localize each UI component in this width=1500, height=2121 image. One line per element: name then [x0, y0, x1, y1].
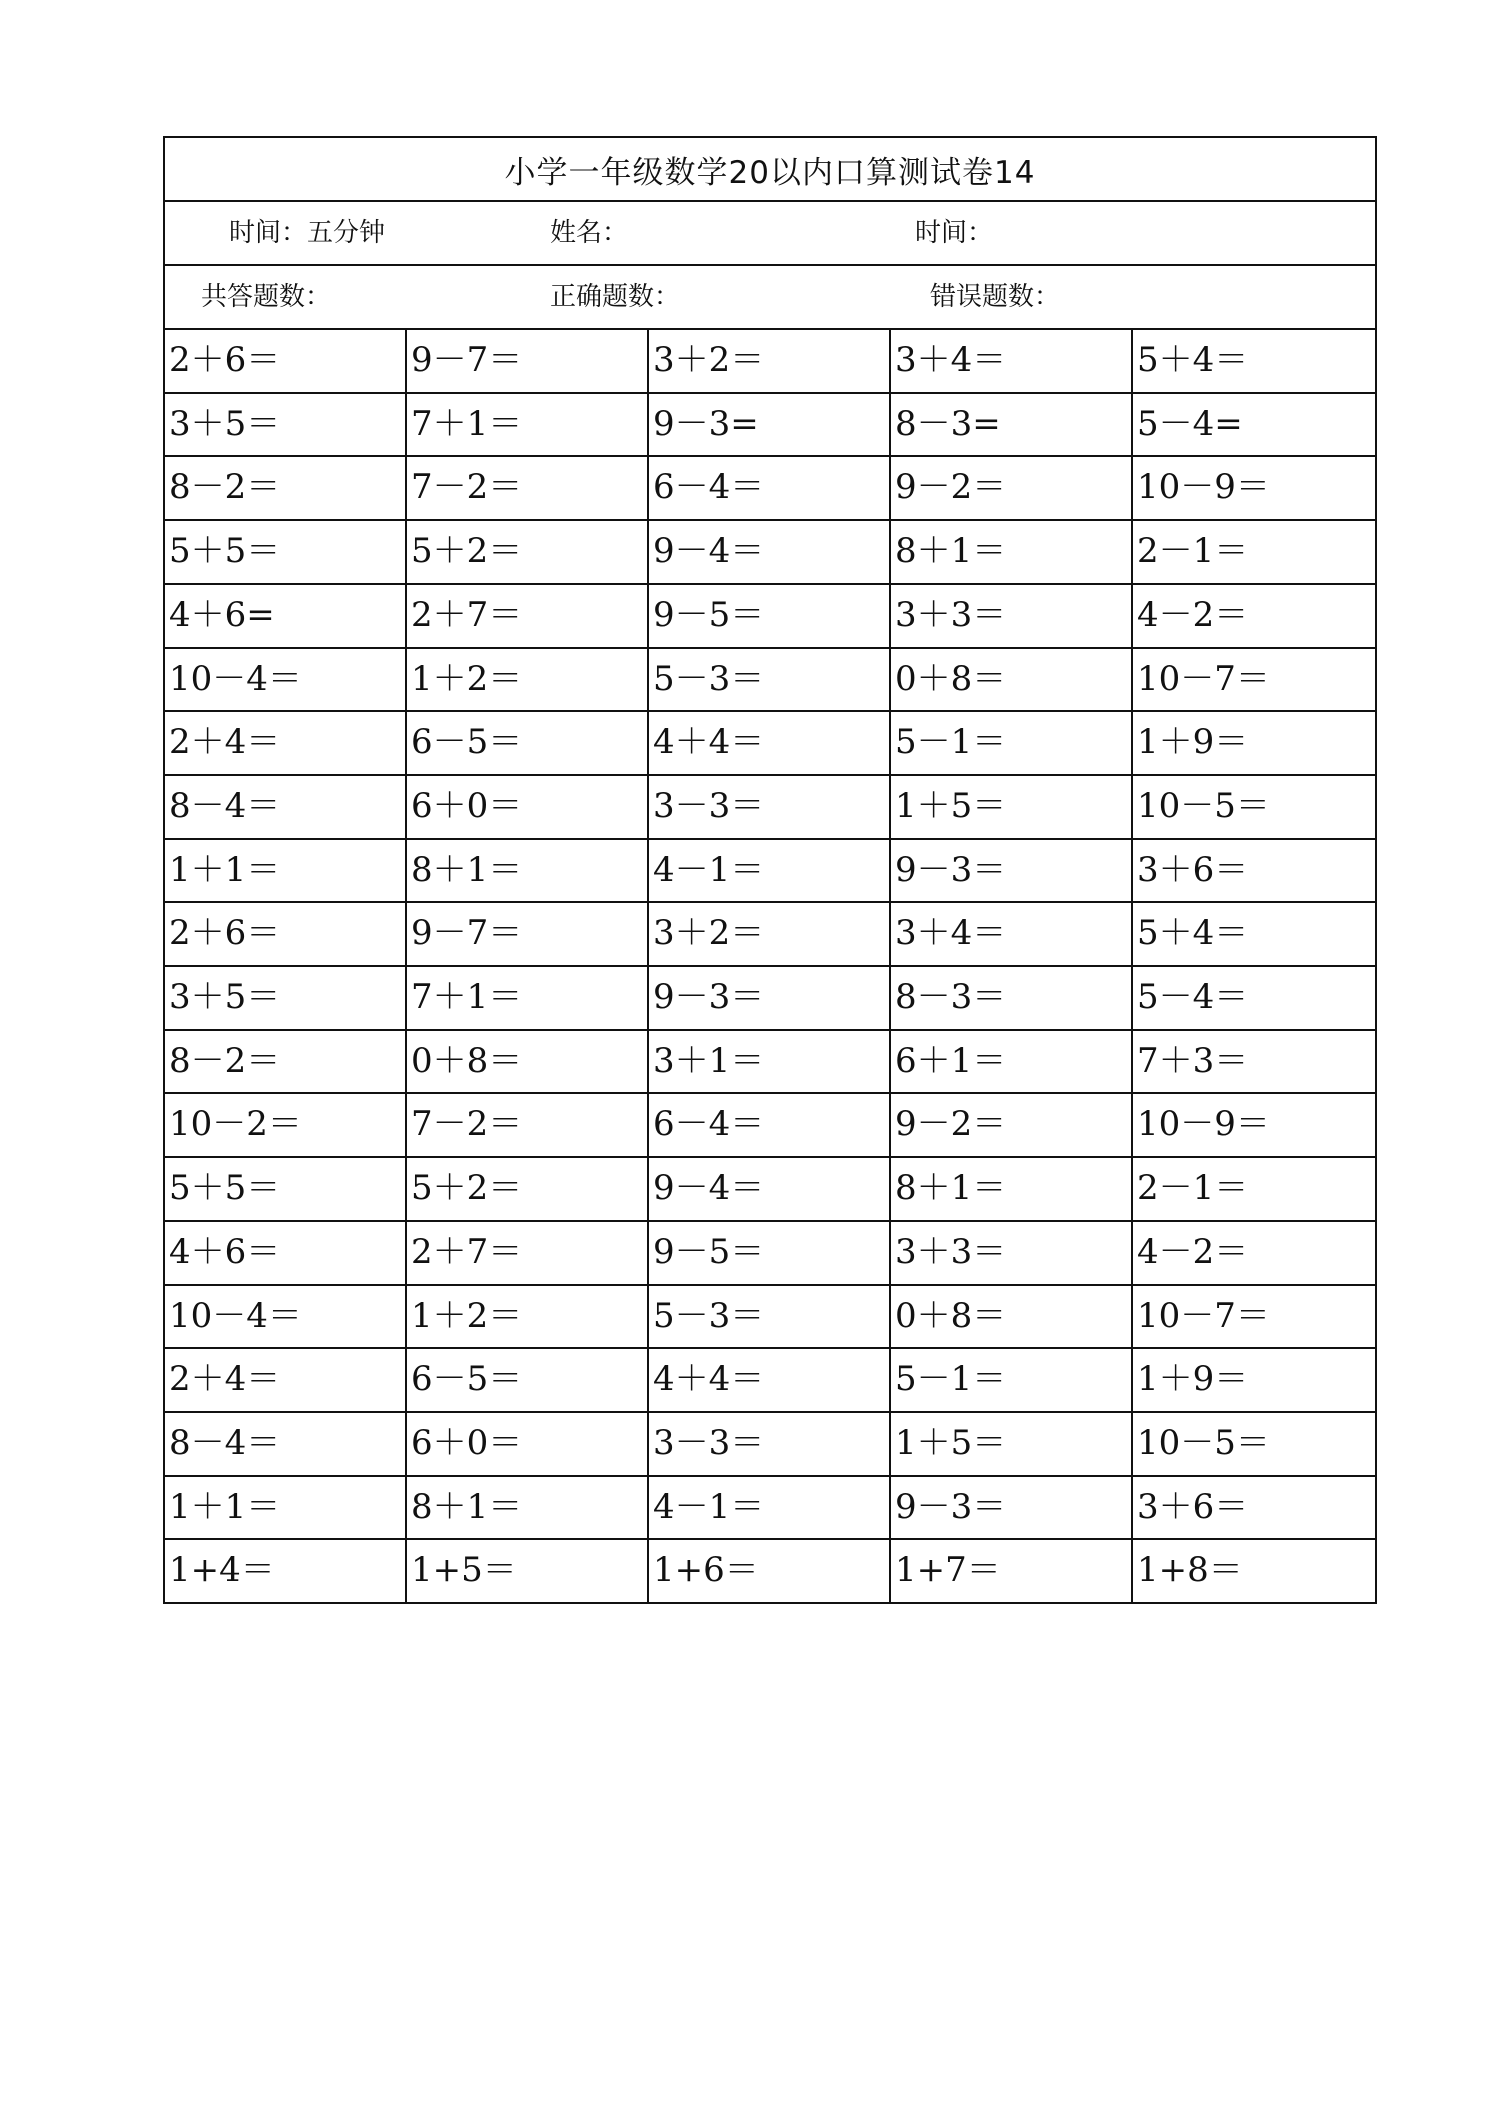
- problem-cell: 3＋6＝: [1133, 840, 1375, 904]
- problem-cell: 3＋2＝: [649, 903, 891, 967]
- problem-cell: 5－1＝: [891, 712, 1133, 776]
- problem-cell: 3＋3＝: [891, 1222, 1133, 1286]
- problem-cell: 5－3＝: [649, 1286, 891, 1350]
- name-label: 姓名：: [550, 218, 629, 248]
- problem-cell: 4＋6=: [165, 585, 407, 649]
- info-row-time-name: [165, 202, 1375, 266]
- problem-cell: 9－3＝: [891, 1477, 1133, 1541]
- problem-cell: 9－2＝: [891, 457, 1133, 521]
- problem-cell: 1＋5＝: [891, 1413, 1133, 1477]
- problem-cell: 1＋5＝: [891, 776, 1133, 840]
- problem-cell: 6－5＝: [407, 712, 649, 776]
- problem-cell: 5－4＝: [1133, 967, 1375, 1031]
- problem-cell: 1＋1＝: [165, 1477, 407, 1541]
- problem-cell: 3＋1＝: [649, 1031, 891, 1095]
- problem-cell: 9－3＝: [649, 967, 891, 1031]
- problem-cell: 1+5＝: [407, 1540, 649, 1604]
- problem-cell: 2＋7＝: [407, 585, 649, 649]
- problem-cell: 0＋8＝: [407, 1031, 649, 1095]
- worksheet-title: 小学一年级数学20以内口算测试卷14: [165, 138, 1375, 202]
- problem-cell: 2＋4＝: [165, 1349, 407, 1413]
- wrong-count-label: 错误题数：: [930, 282, 1061, 312]
- correct-count-label: 正确题数：: [550, 282, 681, 312]
- problem-cell: 3－3＝: [649, 776, 891, 840]
- problem-cell: 10－9＝: [1133, 457, 1375, 521]
- problem-cell: 7＋3＝: [1133, 1031, 1375, 1095]
- problem-cell: 4－1＝: [649, 1477, 891, 1541]
- problem-cell: 9－3＝: [891, 840, 1133, 904]
- problem-cell: 1＋9＝: [1133, 712, 1375, 776]
- problem-cell: 10－7＝: [1133, 1286, 1375, 1350]
- problem-cell: 8＋1＝: [891, 1158, 1133, 1222]
- problem-cell: 7＋1＝: [407, 967, 649, 1031]
- info-row-scores: [165, 266, 1375, 330]
- problem-cell: 8－2＝: [165, 1031, 407, 1095]
- problem-cell: 2＋6＝: [165, 903, 407, 967]
- problem-cell: 5＋4＝: [1133, 903, 1375, 967]
- time-spent-label: 时间：: [915, 218, 994, 248]
- problem-cell: 3＋5＝: [165, 967, 407, 1031]
- problem-cell: 5＋2＝: [407, 1158, 649, 1222]
- problem-cell: 5－1＝: [891, 1349, 1133, 1413]
- problem-cell: 2＋6＝: [165, 330, 407, 394]
- problem-cell: 4＋4＝: [649, 1349, 891, 1413]
- problem-cell: 6＋1＝: [891, 1031, 1133, 1095]
- problem-cell: 7－2＝: [407, 457, 649, 521]
- problem-cell: 1＋9＝: [1133, 1349, 1375, 1413]
- problem-cell: 3－3＝: [649, 1413, 891, 1477]
- problem-cell: 1+4＝: [165, 1540, 407, 1604]
- problem-cell: 5＋2＝: [407, 521, 649, 585]
- problem-cell: 8－3=: [891, 394, 1133, 458]
- problem-cell: 6－4＝: [649, 1094, 891, 1158]
- problem-cell: 8＋1＝: [891, 521, 1133, 585]
- problem-cell: 1＋2＝: [407, 649, 649, 713]
- problem-cell: 10－4＝: [165, 1286, 407, 1350]
- problem-cell: 4＋4＝: [649, 712, 891, 776]
- problem-cell: 10－4＝: [165, 649, 407, 713]
- problem-cell: 9－5＝: [649, 585, 891, 649]
- problem-cell: 0＋8＝: [891, 649, 1133, 713]
- problem-cell: 4－2＝: [1133, 585, 1375, 649]
- problem-cell: 3＋3＝: [891, 585, 1133, 649]
- problem-cell: 1+8＝: [1137, 1550, 1243, 1591]
- problem-cell: 6＋0＝: [407, 1413, 649, 1477]
- problem-cell: 7＋1＝: [407, 394, 649, 458]
- problem-cell: 5－3＝: [649, 649, 891, 713]
- problem-cell: 6－5＝: [407, 1349, 649, 1413]
- problem-grid: [165, 330, 1375, 1604]
- problem-cell: 9－7＝: [407, 330, 649, 394]
- problem-cell: 8－4＝: [165, 776, 407, 840]
- problem-cell: 2－1＝: [1133, 521, 1375, 585]
- problem-cell: 0＋8＝: [891, 1286, 1133, 1350]
- problem-cell: 5＋5＝: [165, 1158, 407, 1222]
- problem-cell: 9－2＝: [891, 1094, 1133, 1158]
- problem-cell: 5＋5＝: [165, 521, 407, 585]
- problem-cell: 2＋4＝: [165, 712, 407, 776]
- problem-cell: 8＋1＝: [407, 840, 649, 904]
- problem-cell: 3＋6＝: [1133, 1477, 1375, 1541]
- total-answered-label: 共答题数：: [201, 282, 332, 312]
- problem-cell: 3＋5＝: [165, 394, 407, 458]
- problem-cell: 1＋1＝: [165, 840, 407, 904]
- problem-cell: 4－1＝: [649, 840, 891, 904]
- problem-cell: 8－2＝: [165, 457, 407, 521]
- problem-cell: 8－3＝: [891, 967, 1133, 1031]
- problem-cell: 10－9＝: [1133, 1094, 1375, 1158]
- problem-cell: 6＋0＝: [407, 776, 649, 840]
- problem-cell: 9－3=: [649, 394, 891, 458]
- problem-cell: 6－4＝: [649, 457, 891, 521]
- problem-cell: 7－2＝: [407, 1094, 649, 1158]
- problem-cell: 9－5＝: [649, 1222, 891, 1286]
- problem-cell: 5－4=: [1133, 394, 1375, 458]
- problem-cell: 5＋4＝: [1133, 330, 1375, 394]
- problem-cell: 4＋6＝: [165, 1222, 407, 1286]
- problem-cell: 10－5＝: [1133, 1413, 1375, 1477]
- problem-cell: 1+7＝: [891, 1540, 1133, 1604]
- problem-cell: 1＋2＝: [407, 1286, 649, 1350]
- problem-cell: 10－5＝: [1133, 776, 1375, 840]
- problem-cell: 1+6＝: [649, 1540, 891, 1604]
- problem-cell: 4－2＝: [1133, 1222, 1375, 1286]
- time-limit-label: 时间：五分钟: [229, 218, 386, 248]
- problem-cell: 3＋4＝: [891, 903, 1133, 967]
- problem-cell: 9－4＝: [649, 1158, 891, 1222]
- problem-cell: 3＋4＝: [891, 330, 1133, 394]
- problem-cell: 9－4＝: [649, 521, 891, 585]
- problem-cell: 10－2＝: [165, 1094, 407, 1158]
- problem-cell: 2＋7＝: [407, 1222, 649, 1286]
- problem-cell: 3＋2＝: [649, 330, 891, 394]
- problem-cell: 8－4＝: [165, 1413, 407, 1477]
- worksheet-table: [163, 136, 1377, 1604]
- problem-cell: 8＋1＝: [407, 1477, 649, 1541]
- problem-cell: 10－7＝: [1133, 649, 1375, 713]
- problem-cell: 9－7＝: [407, 903, 649, 967]
- problem-cell: 2－1＝: [1133, 1158, 1375, 1222]
